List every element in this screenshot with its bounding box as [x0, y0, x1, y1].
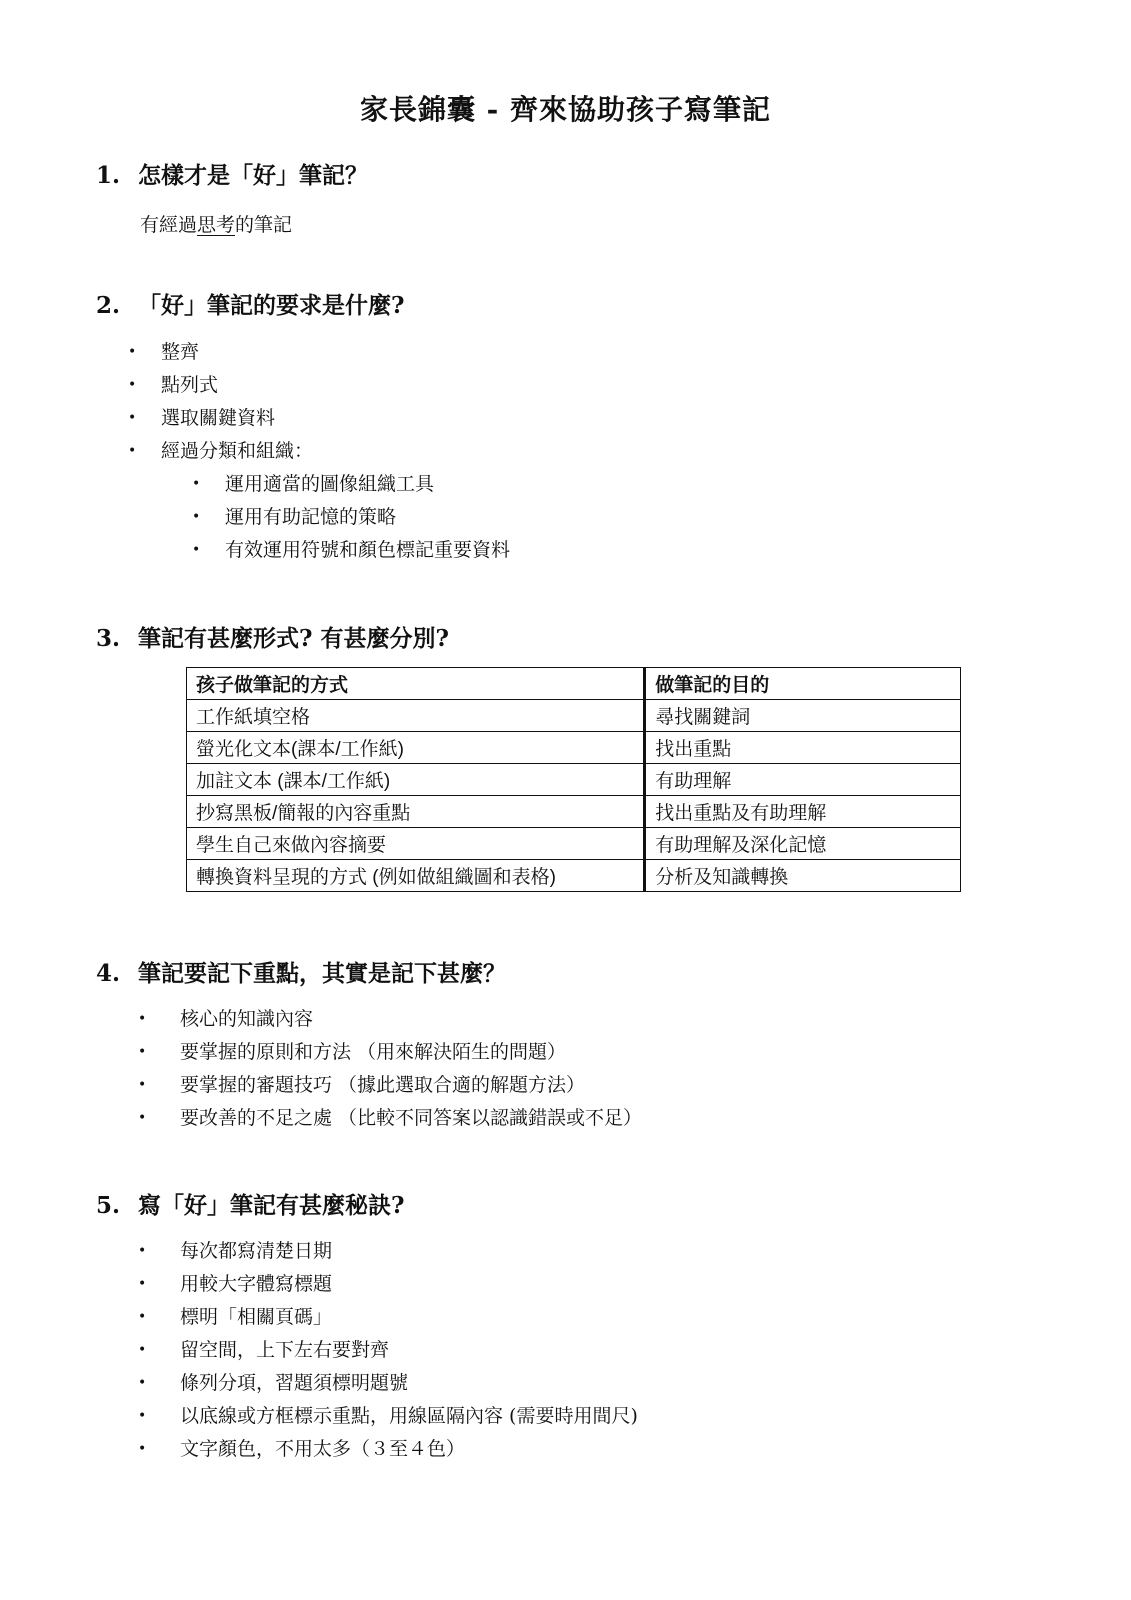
list-item: [138, 1268, 638, 1301]
table-cell: 抄寫黑板/簡報的內容重點: [187, 796, 645, 828]
section-4-heading: [96, 955, 506, 988]
list-item-text: 要改善的不足之處 （比較不同答案以認識錯誤或不足）: [180, 1107, 643, 1129]
bullet-icon: •: [138, 1375, 147, 1391]
table-row: [187, 796, 961, 828]
bullet-icon: •: [192, 542, 201, 558]
table-row: [187, 700, 961, 732]
section-2-heading: [96, 287, 404, 320]
list-item: [138, 1334, 638, 1367]
list-item: [138, 1069, 642, 1102]
list-item-text: 整齊: [161, 341, 200, 363]
table-header-purpose: 做筆記的目的: [645, 668, 961, 700]
table-cell: 工作紙填空格: [187, 700, 645, 732]
table-cell: 有助理解: [645, 764, 961, 796]
list-item: [128, 435, 313, 468]
list-item: [138, 1301, 638, 1334]
sublist-item: [192, 501, 510, 534]
list-item: [128, 402, 313, 435]
section-1-number: 1.: [96, 162, 121, 189]
section-2-title: 「好」筆記的要求是什麼?: [138, 292, 405, 319]
table-cell: 找出重點及有助理解: [645, 796, 961, 828]
bullet-icon: •: [192, 509, 201, 525]
table-row: [187, 860, 961, 892]
bullet-icon: •: [138, 1044, 147, 1060]
bullet-icon: •: [128, 344, 137, 360]
section-5-list: [138, 1235, 638, 1466]
bullet-icon: •: [128, 377, 137, 393]
sublist-item: [192, 534, 510, 567]
bullet-icon: •: [138, 1276, 147, 1292]
table-header-method: 孩子做筆記的方式: [187, 668, 645, 700]
list-item: [138, 1036, 642, 1069]
answer-suffix: 的筆記: [235, 214, 293, 236]
table-row: [187, 732, 961, 764]
table-cell: 尋找關鍵詞: [645, 700, 961, 732]
list-item: [128, 336, 313, 369]
list-item-text: 有效運用符號和顏色標記重要資料: [225, 539, 511, 561]
table-row: [187, 828, 961, 860]
section-2-sublist: [192, 468, 510, 567]
section-5-number: 5.: [96, 1192, 121, 1219]
bullet-icon: •: [128, 410, 137, 426]
list-item-text: 運用適當的圖像組織工具: [225, 473, 435, 495]
list-item-text: 用較大字體寫標題: [180, 1273, 333, 1295]
section-4-list: [138, 1003, 642, 1135]
list-item-text: 經過分類和組織：: [161, 440, 314, 462]
list-item-text: 留空間，上下左右要對齊: [180, 1339, 390, 1361]
bullet-icon: •: [138, 1077, 147, 1093]
section-5-heading: [96, 1187, 404, 1220]
list-item: [138, 1400, 638, 1433]
list-item-text: 運用有助記憶的策略: [225, 506, 397, 528]
table-cell: 學生自己來做內容摘要: [187, 828, 645, 860]
list-item: [138, 1003, 642, 1036]
list-item: [138, 1367, 638, 1400]
sublist-item: [192, 468, 510, 501]
list-item-text: 要掌握的原則和方法 （用來解決陌生的問題）: [180, 1041, 567, 1063]
list-item-text: 條列分項，習題須標明題號: [180, 1372, 409, 1394]
table-cell: 螢光化文本(課本/工作紙): [187, 732, 645, 764]
bullet-icon: •: [138, 1243, 147, 1259]
bullet-icon: •: [138, 1342, 147, 1358]
list-item: [138, 1433, 638, 1466]
answer-prefix: 有經過: [140, 214, 198, 236]
section-4-title: 筆記要記下重點，其實是記下甚麼？: [138, 960, 506, 987]
bullet-icon: •: [138, 1408, 147, 1424]
list-item: [138, 1102, 642, 1135]
list-item-text: 文字顏色，不用太多（３至４色）: [180, 1438, 466, 1460]
section-1-heading: [96, 157, 368, 190]
list-item-text: 要掌握的審題技巧 （據此選取合適的解題方法）: [180, 1074, 586, 1096]
list-item-text: 核心的知識內容: [180, 1008, 314, 1030]
table-cell: 有助理解及深化記憶: [645, 828, 961, 860]
answer-underlined: 思考: [197, 214, 236, 236]
list-item: [128, 369, 313, 402]
section-1-answer: [140, 210, 292, 237]
section-3-number: 3.: [96, 625, 121, 652]
table-cell: 找出重點: [645, 732, 961, 764]
section-2-number: 2.: [96, 292, 121, 319]
bullet-icon: •: [128, 443, 137, 459]
bullet-icon: •: [192, 476, 201, 492]
section-1-title: 怎樣才是「好」筆記？: [138, 162, 368, 189]
section-4-number: 4.: [96, 960, 121, 987]
bullet-icon: •: [138, 1309, 147, 1325]
page-title: 家長錦囊 - 齊來協助孩子寫筆記: [359, 93, 772, 126]
section-3-title: 筆記有甚麼形式? 有甚麼分別?: [138, 625, 449, 652]
table-cell: 轉換資料呈現的方式 (例如做組織圖和表格): [187, 860, 645, 892]
section-2-list: [128, 336, 313, 468]
section-3-heading: [96, 620, 449, 653]
list-item-text: 點列式: [161, 374, 219, 396]
list-item-text: 每次都寫清楚日期: [180, 1240, 333, 1262]
list-item-text: 以底線或方框標示重點，用線區隔內容 (需要時用間尺): [180, 1405, 638, 1427]
section-5-title: 寫「好」筆記有甚麼秘訣?: [138, 1192, 405, 1219]
list-item: [138, 1235, 638, 1268]
bullet-icon: •: [138, 1011, 147, 1027]
bullet-icon: •: [138, 1110, 147, 1126]
table-header-row: [187, 668, 961, 700]
table-cell: 加註文本 (課本/工作紙): [187, 764, 645, 796]
table-row: [187, 764, 961, 796]
table-cell: 分析及知識轉換: [645, 860, 961, 892]
list-item-text: 標明「相關頁碼」: [180, 1306, 333, 1328]
note-methods-table: [186, 667, 961, 892]
list-item-text: 選取關鍵資料: [161, 407, 276, 429]
bullet-icon: •: [138, 1441, 147, 1457]
